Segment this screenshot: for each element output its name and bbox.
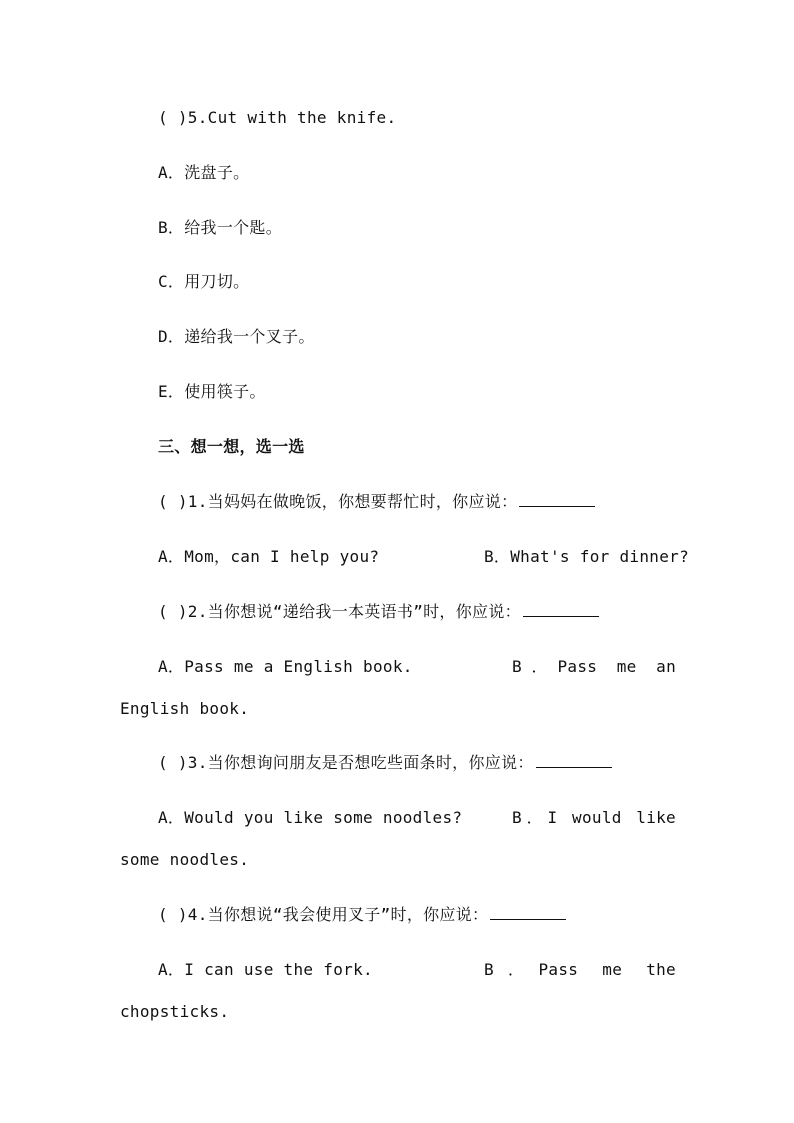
- question-3-text: ( )3.当你想询问朋友是否想吃些面条时，你应说：: [158, 753, 534, 772]
- option-b: B．给我一个匙。: [158, 218, 283, 237]
- answer-blank: [536, 753, 612, 768]
- answer-blank: [519, 492, 595, 507]
- question-4-stem: [158, 904, 566, 926]
- option-c: C．用刀切。: [158, 272, 250, 291]
- question-3-stem: [158, 752, 612, 774]
- question-4-option-b-continued: chopsticks.: [120, 1002, 230, 1021]
- question-1-option-b: B．What's for dinner?: [484, 547, 690, 566]
- question-2-text: ( )2.当你想说“递给我一本英语书”时，你应说：: [158, 602, 521, 621]
- question-2-stem: [158, 601, 599, 623]
- question-1-stem: [158, 491, 595, 513]
- question-4-option-a: A．I can use the fork.: [158, 960, 373, 979]
- option-e: E．使用筷子。: [158, 382, 266, 401]
- question-1-text: ( )1.当妈妈在做晚饭，你想要帮忙时，你应说：: [158, 492, 518, 511]
- option-d: D．递给我一个叉子。: [158, 327, 315, 346]
- answer-blank: [523, 602, 599, 617]
- question-1-option-a: A．Mom，can I help you?: [158, 547, 380, 566]
- question-3-option-b-continued: some noodles.: [120, 850, 250, 869]
- question-2-option-b: B．Pass me an: [512, 657, 676, 676]
- question-3-option-a: A．Would you like some noodles?: [158, 808, 463, 827]
- option-a: A．洗盘子。: [158, 163, 250, 182]
- question-2-option-a: A．Pass me a English book.: [158, 657, 413, 676]
- answer-blank: [490, 905, 566, 920]
- question-5-stem: ( )5.Cut with the knife.: [158, 108, 397, 127]
- section-3-title: 三、想一想，选一选: [158, 437, 305, 456]
- question-4-option-b: B．Pass me the: [484, 960, 676, 979]
- question-3-option-b: B．I would like: [512, 808, 676, 827]
- question-4-text: ( )4.当你想说“我会使用叉子”时，你应说：: [158, 905, 489, 924]
- question-2-option-b-continued: English book.: [120, 699, 250, 718]
